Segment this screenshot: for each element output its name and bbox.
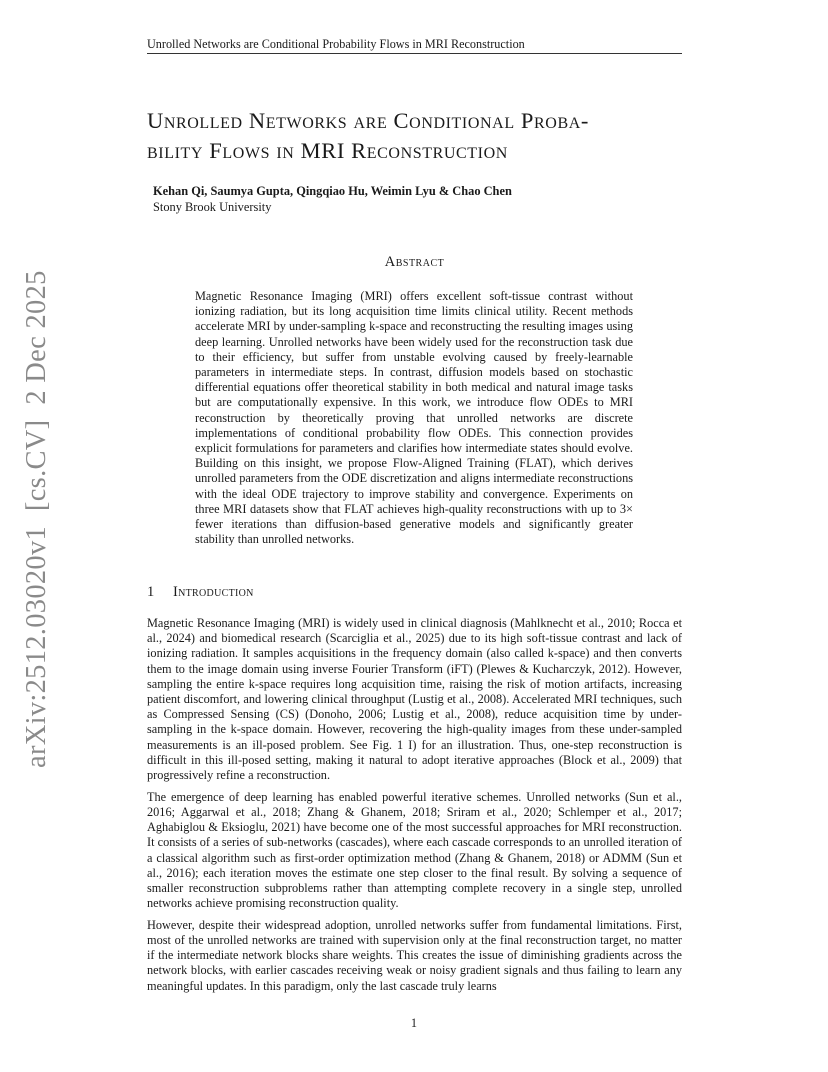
paragraph: The emergence of deep learning has enabled powerful iterative schemes. Unrolled networks (Sun et al., 2016; Aggarwal et al., 2018; Zhang & Ghanem, 2018; Sriram et al., 2020; Schlemper et al., 2017; Aghabiglou & Eksioglu, 2021) have become one of the most successful approaches for MRI reconstruction. It consists of a series of sub-networks (cascades), where each cascade corresponds to an unrolled iteration of a classical algorithm such as first-order optimization method (Zhang & Ghanem, 2018) or ADMM (Sun et al., 2016); each iteration moves the estimate one step closer to the final result. By solving a sequence of smaller reconstruction subproblems rather than attempting complete recovery in a single step, unrolled networks achieve promising reconstruction quality. <box>147 789 682 911</box>
section-heading-introduction <box>147 584 682 601</box>
introduction-body <box>147 616 682 1000</box>
arxiv-identifier-stamp: arXiv:2512.03020v1 [cs.CV] 2 Dec 2025 <box>21 270 52 768</box>
running-head: Unrolled Networks are Conditional Probability Flows in MRI Reconstruction <box>147 37 682 54</box>
paragraph: Magnetic Resonance Imaging (MRI) is widely used in clinical diagnosis (Mahlknecht et al., 2010; Rocca et al., 2024) and biomedical research (Scarciglia et al., 2025) due to its high soft-tissue contrast and lack of ionizing radiation. It samples acquisitions in the frequency domain (also called k-space) and then converts them to the image domain using inverse Fourier Transform (iFT) (Plewes & Kucharczyk, 2012). However, sampling the entire k-space requires long acquisition time, raising the risk of motion artifacts, increasing patient discomfort, and lowering clinical throughput (Lustig et al., 2008). Accelerated MRI techniques, such as Compressed Sensing (CS) (Donoho, 2006; Lustig et al., 2008), reduce acquisition time by under-sampling in the k-space domain. However, recovering the high-quality images from these under-sampled measurements is an ill-posed problem. See Fig. 1 I) for an illustration. Thus, one-step reconstruction is difficult in this ill-posed setting, making it natural to adopt iterative approaches (Block et al., 2009) that progressively refine a reconstruction. <box>147 616 682 783</box>
page-number: 1 <box>410 1016 418 1030</box>
author-block <box>153 183 653 215</box>
paragraph: However, despite their widespread adoption, unrolled networks suffer from fundamental limitations. First, most of the unrolled networks are trained with supervision only at the final reconstruction target, no matter if the intermediate network blocks share weights. This creates the issue of diminishing gradients across the network blocks, with earlier cascades receiving weak or noisy gradient signals and thus failing to learn any meaningful updates. In this paradigm, only the last cascade truly learns <box>147 917 682 993</box>
abstract-text: Magnetic Resonance Imaging (MRI) offers excellent soft-tissue contrast without ionizing radiation, but its long acquisition time limits clinical utility. Recent methods accelerate MRI by under-sampling k-space and reconstructing the resulting images using deep learning. Unrolled networks have been widely used for the reconstruction task due to their efficiency, but suffer from unstable evolving caused by freely-learnable parameters in intermediate steps. In contrast, diffusion models based on stochastic differential equations offer theoretical stability in both medical and natural image tasks but are computationally expensive. In this work, we introduce flow ODEs to MRI reconstruction by theoretically proving that unrolled networks are discrete implementations of conditional probability flow ODEs. This connection provides explicit formulations for parameters and clarifies how intermediate states should evolve. Building on this insight, we propose Flow-Aligned Training (FLAT), which derives unrolled parameters from the ODE discretization and aligns intermediate reconstructions with the ideal ODE trajectory to improve stability and convergence. Experiments on three MRI datasets show that FLAT achieves high-quality reconstructions with up to 3× fewer iterations than diffusion-based generative models and significantly greater stability than unrolled networks. <box>195 289 633 547</box>
title-line-2: bility Flows in MRI Reconstruction <box>147 138 508 163</box>
title-line-1: Unrolled Networks are Conditional Proba- <box>147 108 589 133</box>
abstract-heading: Abstract <box>384 254 445 270</box>
author-names: Kehan Qi, Saumya Gupta, Qingqiao Hu, Weimin Lyu & Chao Chen <box>153 184 512 198</box>
section-title: Introduction <box>173 584 254 600</box>
affiliation: Stony Brook University <box>153 200 272 214</box>
section-number: 1 <box>147 584 155 600</box>
paper-title <box>147 106 687 166</box>
